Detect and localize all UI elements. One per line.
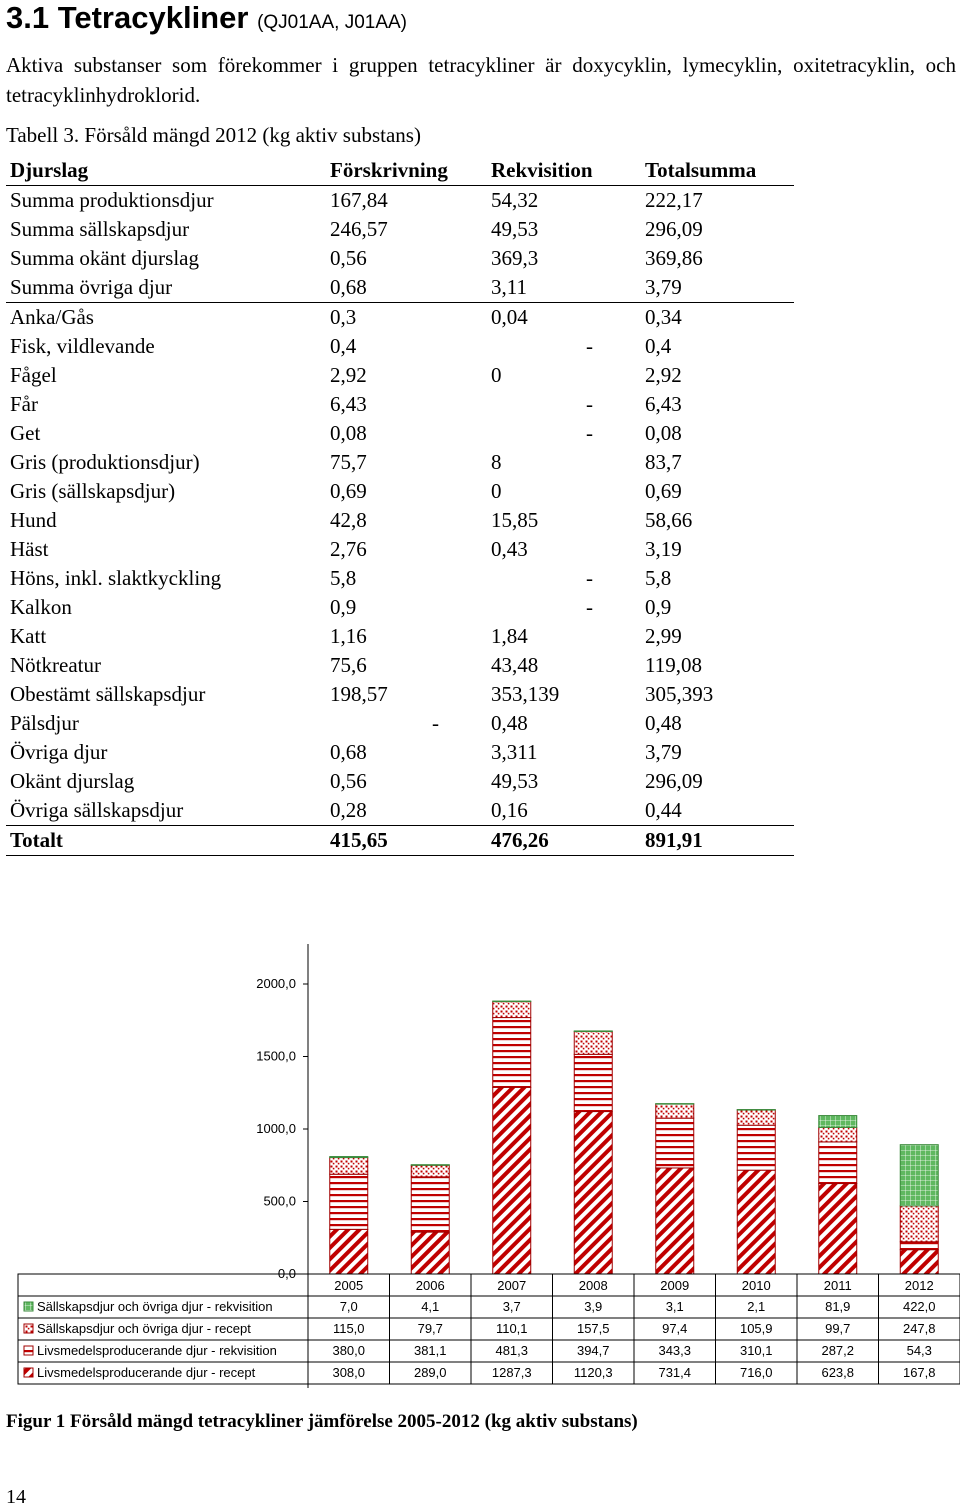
section-title: Tetracykliner (57, 0, 249, 35)
cell-rekvisition: 54,32 (491, 188, 539, 212)
cell-forskrivning: 0,68 (330, 740, 367, 764)
data-label: 481,3 (495, 1343, 529, 1358)
table-row (6, 564, 794, 593)
cell-rekvisition: 43,48 (491, 653, 539, 677)
bar-segment (819, 1184, 857, 1274)
x-tick-label: 2012 (904, 1278, 934, 1293)
data-label: 2,1 (747, 1299, 766, 1314)
table-row (6, 332, 794, 361)
cell-rekvisition: 8 (491, 450, 502, 474)
bar-segment (737, 1110, 775, 1111)
bar-segment (330, 1157, 368, 1158)
cell-rekvisition: 1,84 (491, 624, 528, 648)
cell-djurslag: Summa produktionsdjur (10, 188, 214, 212)
cell-djurslag: Obestämt sällskapsdjur (10, 682, 206, 706)
table-row (6, 593, 794, 622)
cell-rekvisition: 49,53 (491, 217, 539, 241)
bar-segment (737, 1125, 775, 1170)
bar-segment (493, 1087, 531, 1274)
header-totalsumma: Totalsumma (641, 156, 794, 186)
atc-code: (QJ01AA, J01AA) (257, 12, 408, 33)
table-row (6, 419, 794, 448)
header-forskrivning: Förskrivning (326, 156, 487, 186)
cell-forskrivning: 0,56 (330, 769, 367, 793)
data-label: 422,0 (902, 1299, 936, 1314)
cell-djurslag: Summa övriga djur (6, 273, 326, 303)
bar-segment (330, 1229, 368, 1274)
cell-totalsumma: 369,86 (645, 246, 703, 270)
cell-djurslag: Övriga djur (10, 740, 108, 764)
table-row (6, 535, 794, 564)
cell-djurslag: Kalkon (10, 595, 72, 619)
legend-swatch (24, 1324, 33, 1333)
cell-totalsumma: 58,66 (645, 508, 693, 532)
bar-segment (493, 1001, 531, 1002)
cell-totalsumma: 5,8 (645, 566, 672, 590)
table-row (6, 477, 794, 506)
cell-forskrivning: 0,28 (330, 798, 367, 822)
bar-segment (656, 1104, 694, 1118)
table-row (6, 767, 794, 796)
cell-forskrivning: 6,43 (330, 392, 367, 416)
bar-layer (330, 1001, 939, 1274)
table-row (6, 390, 794, 419)
cell-totalsumma: 6,43 (645, 392, 682, 416)
table-row (6, 303, 794, 333)
x-tick-label: 2005 (334, 1278, 364, 1293)
data-label: 623,8 (821, 1365, 855, 1380)
cell-totalsumma: 0,48 (645, 711, 682, 735)
legend-swatch (24, 1368, 33, 1377)
cell-rekvisition: 0 (491, 363, 502, 387)
data-label: 3,1 (665, 1299, 684, 1314)
cell-forskrivning: 42,8 (330, 508, 367, 532)
legend-swatch (24, 1346, 33, 1355)
cell-rekvisition: 3,11 (487, 273, 641, 303)
cell-rekvisition: - (586, 392, 593, 416)
total-totalsumma: 891,91 (641, 826, 794, 856)
data-label: 99,7 (825, 1321, 851, 1336)
cell-rekvisition: 3,311 (491, 740, 538, 764)
cell-rekvisition: - (586, 595, 593, 619)
cell-rekvisition: 0,16 (491, 798, 528, 822)
data-label: 289,0 (413, 1365, 447, 1380)
table-row (6, 215, 794, 244)
bar-segment (900, 1145, 938, 1206)
tetracycline-chart (0, 930, 960, 1400)
table-row (6, 622, 794, 651)
bar-segment (819, 1116, 857, 1128)
total-label: Totalt (6, 826, 326, 856)
cell-rekvisition: 15,85 (491, 508, 539, 532)
x-tick-label: 2006 (415, 1278, 445, 1293)
header-rekvisition: Rekvisition (487, 156, 641, 186)
cell-rekvisition: - (586, 566, 593, 590)
bar-segment (493, 1002, 531, 1018)
table-row (6, 709, 794, 738)
cell-djurslag: Katt (10, 624, 47, 648)
y-tick-label: 0,0 (277, 1266, 296, 1281)
bar-segment (411, 1165, 449, 1166)
cell-rekvisition: 49,53 (491, 769, 539, 793)
table-caption: Tabell 3. Försåld mängd 2012 (kg aktiv substans) (6, 123, 421, 147)
section-number: 3.1 (6, 0, 50, 35)
data-label: 3,7 (502, 1299, 521, 1314)
table-row (6, 506, 794, 535)
cell-totalsumma: 2,92 (645, 363, 682, 387)
cell-forskrivning: 1,16 (330, 624, 367, 648)
x-tick-label: 2007 (497, 1278, 527, 1293)
table-row (6, 186, 794, 216)
cell-djurslag: Övriga sällskapsdjur (10, 798, 184, 822)
cell-djurslag: Summa sällskapsdjur (10, 217, 190, 241)
cell-djurslag: Häst (10, 537, 49, 561)
data-label: 287,2 (821, 1343, 855, 1358)
cell-djurslag: Gris (produktionsdjur) (10, 450, 200, 474)
cell-totalsumma: 0,4 (645, 334, 672, 358)
cell-forskrivning: - (432, 711, 439, 735)
y-tick-label: 1000,0 (256, 1121, 296, 1136)
data-label: 54,3 (906, 1343, 932, 1358)
header-djurslag: Djurslag (6, 156, 326, 186)
cell-djurslag: Får (10, 392, 38, 416)
total-rekvisition: 476,26 (487, 826, 641, 856)
legend-series-name: Livsmedelsproducerande djur - recept (37, 1365, 256, 1380)
cell-forskrivning: 167,84 (330, 188, 388, 212)
data-label: 380,0 (332, 1343, 366, 1358)
bar-segment (819, 1142, 857, 1184)
table-row (6, 273, 794, 303)
cell-djurslag: Höns, inkl. slaktkyckling (10, 566, 222, 590)
bar-segment (330, 1158, 368, 1175)
cell-totalsumma: 2,99 (645, 624, 682, 648)
bar-segment (737, 1110, 775, 1125)
cell-rekvisition: 0,43 (491, 537, 528, 561)
data-label: 4,1 (421, 1299, 440, 1314)
table-row (6, 244, 794, 273)
sales-table (6, 156, 794, 856)
table-row (6, 680, 794, 709)
total-forskrivning: 415,65 (326, 826, 487, 856)
cell-forskrivning: 0,3 (330, 305, 357, 329)
bar-segment (574, 1112, 612, 1274)
data-label: 7,0 (339, 1299, 358, 1314)
x-tick-label: 2011 (823, 1278, 852, 1293)
page-number: 14 (6, 1486, 26, 1508)
cell-rekvisition: 0,48 (491, 711, 528, 735)
legend-data-table (18, 1274, 960, 1384)
bar-segment (330, 1174, 368, 1229)
cell-rekvisition: 0,04 (491, 305, 528, 329)
cell-forskrivning: 0,68 (326, 273, 487, 303)
bar-segment (737, 1170, 775, 1274)
cell-djurslag: Okänt djurslag (10, 769, 135, 793)
cell-djurslag: Fågel (10, 363, 57, 387)
bar-segment (656, 1168, 694, 1274)
legend-series-name: Livsmedelsproducerande djur - rekvisition (37, 1343, 277, 1358)
cell-djurslag: Get (10, 421, 41, 445)
x-tick-label: 2008 (578, 1278, 608, 1293)
data-label: 110,1 (495, 1321, 528, 1336)
legend-series-name: Sällskapsdjur och övriga djur - recept (37, 1321, 251, 1336)
x-tick-label: 2010 (741, 1278, 771, 1293)
data-label: 1120,3 (573, 1365, 613, 1380)
cell-forskrivning: 0,9 (330, 595, 357, 619)
table-row (6, 738, 794, 767)
cell-rekvisition: - (586, 334, 593, 358)
data-label: 157,5 (576, 1321, 610, 1336)
cell-rekvisition: 0 (491, 479, 502, 503)
cell-totalsumma: 3,79 (645, 740, 682, 764)
y-tick-label: 500,0 (263, 1193, 296, 1209)
table-row (6, 796, 794, 826)
cell-totalsumma: 0,34 (645, 305, 682, 329)
cell-forskrivning: 198,57 (330, 682, 388, 706)
bar-segment (656, 1118, 694, 1168)
bar-segment (411, 1165, 449, 1177)
data-label: 1287,3 (491, 1365, 532, 1380)
bar-segment (900, 1206, 938, 1242)
x-tick-label: 2009 (660, 1278, 690, 1293)
total-row (6, 826, 794, 856)
table-body (6, 186, 794, 826)
cell-totalsumma: 0,69 (645, 479, 682, 503)
cell-forskrivning: 0,4 (330, 334, 357, 358)
cell-rekvisition: - (586, 421, 593, 445)
cell-forskrivning: 0,56 (330, 246, 367, 270)
table-row (6, 448, 794, 477)
bar-segment (493, 1018, 531, 1088)
data-label: 310,1 (739, 1343, 773, 1358)
y-tick-label: 1500,0 (256, 1048, 296, 1064)
data-label: 3,9 (584, 1299, 603, 1314)
table-row (6, 361, 794, 390)
cell-forskrivning: 2,92 (330, 363, 367, 387)
cell-djurslag: Nötkreatur (10, 653, 101, 677)
data-label: 97,4 (662, 1321, 688, 1336)
data-label: 167,8 (902, 1365, 936, 1380)
cell-forskrivning: 5,8 (330, 566, 357, 590)
data-label: 115,0 (332, 1321, 365, 1336)
bar-segment (656, 1104, 694, 1105)
intro-paragraph: Aktiva substanser som förekommer i gruppen tetracykliner är doxycyklin, lymecyklin, oxitetracyklin, och tetracyklinhydroklorid. (6, 53, 956, 107)
legend-series-name: Sällskapsdjur och övriga djur - rekvisition (37, 1299, 273, 1314)
cell-totalsumma: 0,9 (645, 595, 672, 619)
data-label: 79,7 (417, 1321, 443, 1336)
cell-totalsumma: 296,09 (645, 769, 703, 793)
y-tick-label: 2000,0 (256, 976, 296, 991)
section-heading (6, 0, 407, 41)
cell-forskrivning: 0,08 (330, 421, 367, 445)
cell-forskrivning: 75,6 (330, 653, 367, 677)
bar-segment (574, 1031, 612, 1054)
cell-forskrivning: 75,7 (330, 450, 367, 474)
data-label: 716,0 (739, 1365, 773, 1380)
cell-forskrivning: 0,69 (330, 479, 367, 503)
cell-totalsumma: 222,17 (645, 188, 703, 212)
cell-forskrivning: 2,76 (330, 537, 367, 561)
cell-djurslag: Gris (sällskapsdjur) (10, 479, 176, 503)
cell-djurslag: Fisk, vildlevande (10, 334, 155, 358)
cell-totalsumma: 83,7 (645, 450, 682, 474)
cell-totalsumma: 3,79 (641, 273, 794, 303)
bar-segment (900, 1250, 938, 1274)
cell-djurslag: Anka/Gås (10, 305, 94, 329)
data-label: 308,0 (332, 1365, 366, 1380)
bar-segment (411, 1232, 449, 1274)
cell-totalsumma: 119,08 (645, 653, 702, 677)
data-label: 247,8 (902, 1321, 936, 1336)
bar-segment (411, 1177, 449, 1232)
cell-forskrivning: 246,57 (330, 217, 388, 241)
table-header-row (6, 156, 794, 186)
cell-totalsumma: 296,09 (645, 217, 703, 241)
bar-segment (900, 1242, 938, 1250)
legend-swatch (24, 1302, 33, 1311)
cell-totalsumma: 3,19 (645, 537, 682, 561)
bar-segment (574, 1054, 612, 1111)
data-label: 105,9 (739, 1321, 773, 1336)
cell-rekvisition: 353,139 (491, 682, 560, 706)
data-label: 381,1 (413, 1343, 447, 1358)
data-label: 343,3 (658, 1343, 692, 1358)
data-label: 731,4 (658, 1365, 692, 1380)
cell-totalsumma: 0,08 (645, 421, 682, 445)
cell-djurslag: Pälsdjur (10, 711, 79, 735)
cell-djurslag: Hund (10, 508, 57, 532)
table-row (6, 651, 794, 680)
data-label: 81,9 (825, 1299, 851, 1314)
cell-djurslag: Summa okänt djurslag (10, 246, 199, 270)
data-label: 394,7 (576, 1343, 610, 1358)
cell-rekvisition: 369,3 (491, 246, 539, 270)
cell-totalsumma: 305,393 (645, 682, 714, 706)
bar-segment (574, 1031, 612, 1032)
cell-totalsumma: 0,44 (645, 798, 682, 822)
bar-segment (819, 1127, 857, 1141)
figure-caption: Figur 1 Försåld mängd tetracykliner jämförelse 2005-2012 (kg aktiv substans) (6, 1411, 638, 1432)
